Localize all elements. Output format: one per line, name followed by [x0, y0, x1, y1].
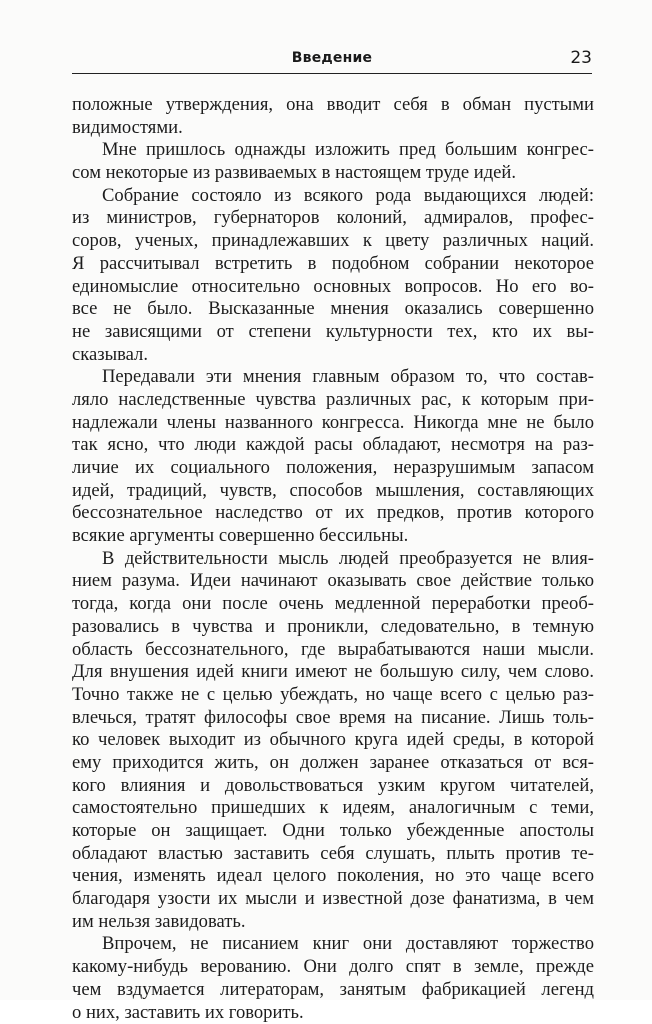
text-line: о них, заставить их говорить. — [72, 1002, 594, 1024]
text-line: сом некоторые из развиваемых в настоящем труде идей. — [72, 162, 594, 185]
text-line: не зависящими от степени культурности тех, кто их вы- — [72, 321, 594, 344]
text-line: нием разума. Идеи начинают оказывать свое действие только — [72, 570, 594, 593]
text-line: Впрочем, не писанием книг они доставляют торжество — [72, 933, 594, 956]
text-line: видимостями. — [72, 117, 594, 140]
header-rule — [72, 73, 592, 74]
running-title: Введение — [72, 50, 592, 66]
text-line: сказывал. — [72, 344, 594, 367]
text-line: область бессознательного, где вырабатываются наши мысли. — [72, 639, 594, 662]
text-line: идей, традиций, чувств, способов мышления, составляющих — [72, 480, 594, 503]
page-number: 23 — [570, 48, 592, 68]
text-line: тогда, когда они после очень медленной переработки преоб- — [72, 593, 594, 616]
text-line: разовались в чувства и проникли, следовательно, в темную — [72, 616, 594, 639]
text-line: которые он защищает. Одни только убежденные апостолы — [72, 820, 594, 843]
text-line: единомыслие относительно основных вопросов. Но его во- — [72, 276, 594, 299]
text-line: из министров, губернаторов колоний, адмиралов, профес- — [72, 207, 594, 230]
text-line: обладают властью заставить себя слушать, плыть против те- — [72, 843, 594, 866]
text-line: надлежали члены названного конгресса. Никогда мне не было — [72, 412, 594, 435]
text-line: им нельзя завидовать. — [72, 911, 594, 934]
text-line: В действительности мысль людей преобразуется не влия- — [72, 548, 594, 571]
text-line: личие их социального положения, неразрушимым запасом — [72, 457, 594, 480]
text-line: ему приходится жить, он должен заранее отказаться от вся- — [72, 752, 594, 775]
text-line: ляло наследственные чувства различных рас, к которым при- — [72, 389, 594, 412]
text-line: соров, ученых, принадлежавших к цвету различных наций. — [72, 230, 594, 253]
text-line: все не было. Высказанные мнения оказались совершенно — [72, 298, 594, 321]
text-line: Точно также не с целью убеждать, но чаще всего с целью раз- — [72, 684, 594, 707]
text-line: ко человек выходит из обычного круга идей среды, в которой — [72, 729, 594, 752]
text-line: благодаря узости их мысли и известной дозе фанатизма, в чем — [72, 888, 594, 911]
text-line: чем вздумается литераторам, занятым фабрикацией легенд — [72, 979, 594, 1002]
text-line: влечься, тратят философы свое время на писание. Лишь толь- — [72, 707, 594, 730]
text-line: положные утверждения, она вводит себя в обман пустыми — [72, 94, 594, 117]
text-line: кого влияния и довольствоваться узким кругом читателей, — [72, 775, 594, 798]
text-line: чения, изменять идеал целого поколения, но это чаще всего — [72, 865, 594, 888]
body-text — [72, 94, 594, 1024]
running-header — [72, 48, 592, 72]
text-line: так ясно, что люди каждой расы обладают, несмотря на раз- — [72, 434, 594, 457]
text-line: какому-нибудь верованию. Они долго спят в земле, прежде — [72, 956, 594, 979]
text-line: самостоятельно пришедших к идеям, аналогичным с теми, — [72, 797, 594, 820]
text-line: Передавали эти мнения главным образом то, что состав- — [72, 366, 594, 389]
text-line: Для внушения идей книги имеют не большую силу, чем слово. — [72, 661, 594, 684]
text-line: всякие аргументы совершенно бессильны. — [72, 525, 594, 548]
text-line: Собрание состояло из всякого рода выдающихся людей: — [72, 185, 594, 208]
text-line: Мне пришлось однажды изложить пред большим конгрес- — [72, 139, 594, 162]
text-line: Я рассчитывал встретить в подобном собрании некоторое — [72, 253, 594, 276]
text-line: бессознательное наследство от их предков, против которого — [72, 502, 594, 525]
